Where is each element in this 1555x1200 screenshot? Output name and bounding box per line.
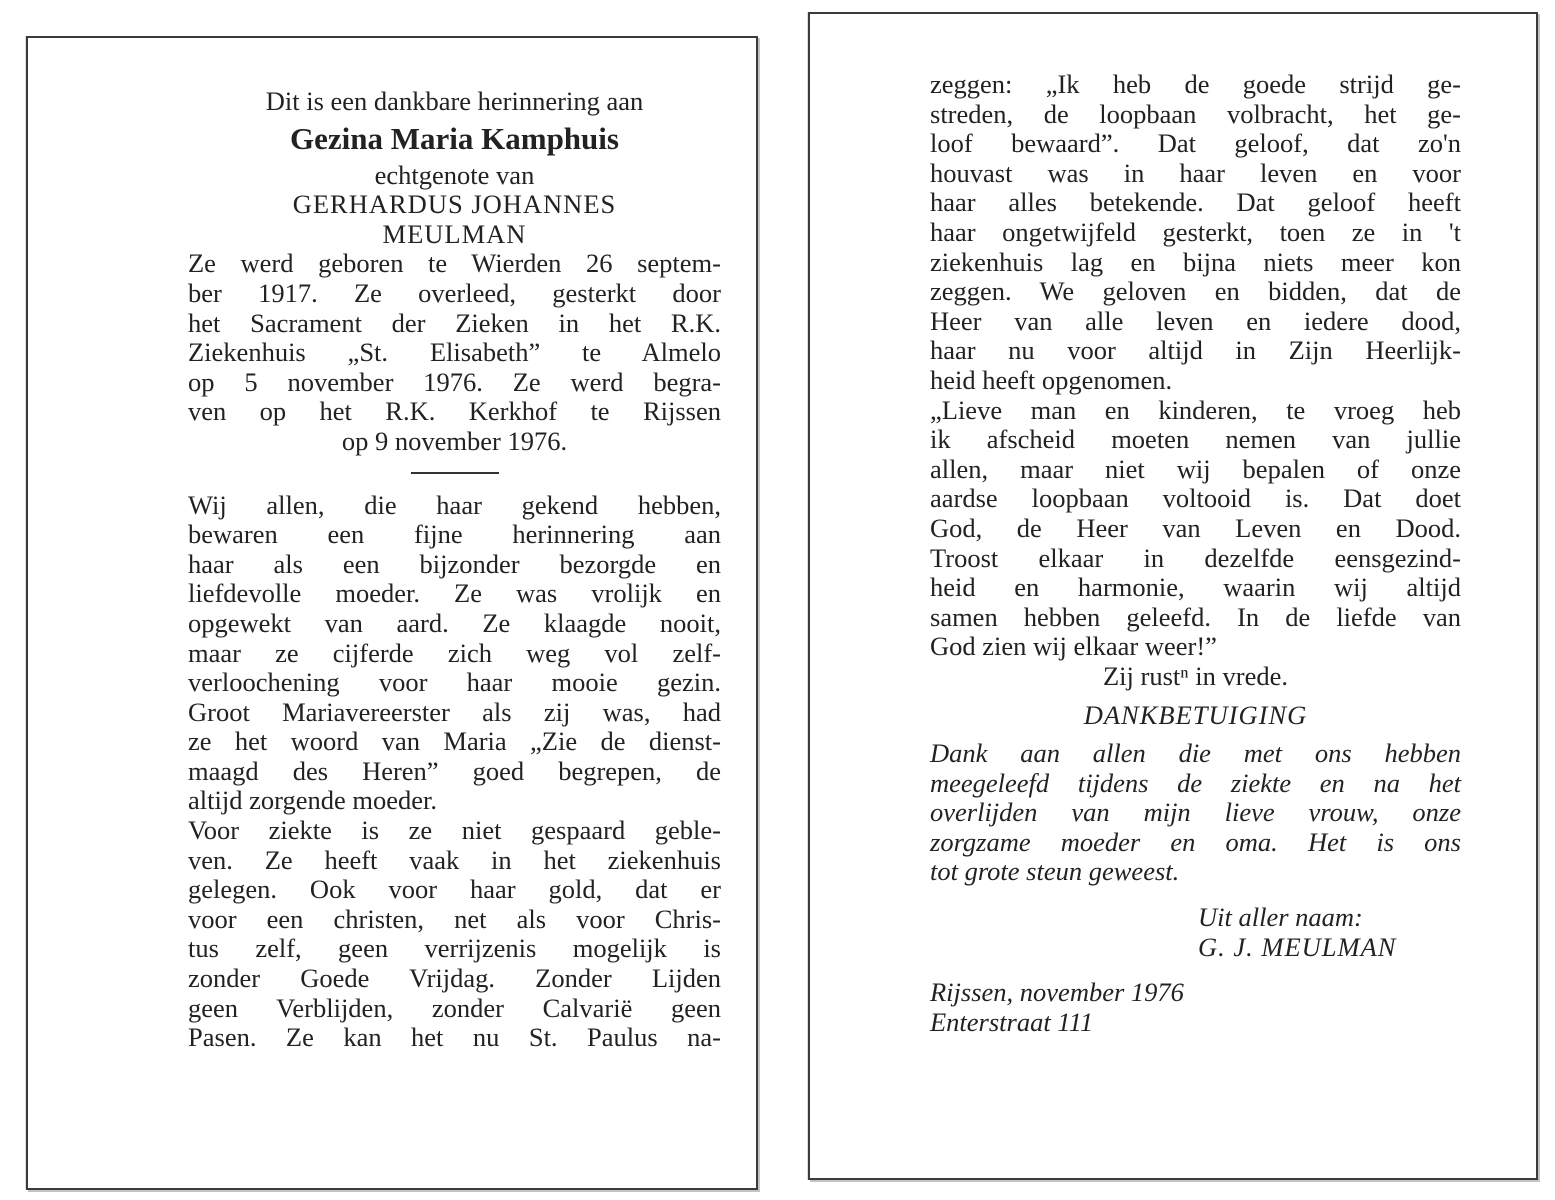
- text-line: ik afscheid moeten nemen van jullie: [930, 424, 1461, 455]
- text-line: God, de Heer van Leven en Dood.: [930, 512, 1461, 543]
- place-date: Rijssen, november 1976: [930, 977, 1184, 1008]
- deceased-name: Gezina Maria Kamphuis: [290, 120, 619, 156]
- text-line: God zien wij elkaar weer!”: [930, 631, 1217, 662]
- text-line: Wij allen, die haar gekend hebben,: [188, 489, 721, 520]
- memorial-card-right-page: [808, 12, 1538, 1180]
- text-line: Pasen. Ze kan het nu St. Paulus na-: [188, 1022, 721, 1053]
- text-line: haar alles betekende. Dat geloof heeft: [930, 187, 1461, 218]
- text-line: Heer van alle leven en iedere dood,: [930, 305, 1461, 336]
- text-line: Groot Mariavereerster als zij was, had: [188, 696, 721, 727]
- text-line: Dank aan allen die met ons hebben: [930, 738, 1461, 769]
- illness-paragraph: [188, 816, 721, 1053]
- text-line: verloochening voor haar mooie gezin.: [188, 667, 721, 698]
- text-line: op 9 november 1976.: [341, 425, 568, 456]
- text-line: tus zelf, geen verrijzenis mogelijk is: [188, 933, 721, 964]
- text-line: heid en harmonie, waarin wij altijd: [930, 572, 1461, 603]
- text-line: haar nu voor altijd in Zijn Heerlijk-: [930, 335, 1461, 366]
- place-date-block: [930, 978, 1461, 1037]
- text-line: gelegen. Ook voor haar gold, dat er: [188, 874, 721, 905]
- text-line: bewaren een fijne herinnering aan: [188, 519, 721, 550]
- intro-line: Dit is een dankbare herinnering aan: [265, 86, 644, 116]
- text-line: „Lieve man en kinderen, te vroeg heb: [930, 394, 1461, 425]
- text-line: geen Verblijden, zonder Calvarië geen: [188, 992, 721, 1023]
- left-page-text: [188, 87, 721, 1053]
- text-line: zonder Goede Vrijdag. Zonder Lijden: [188, 963, 721, 994]
- text-line: ven op het R.K. Kerkhof te Rijssen: [188, 396, 721, 427]
- tribute-paragraph: [188, 491, 721, 817]
- text-line: zeggen: „Ik heb de goede strijd ge-: [930, 69, 1461, 99]
- text-line: het Sacrament der Zieken in het R.K.: [188, 307, 721, 338]
- spouse-name-line-2: MEULMAN: [382, 218, 527, 249]
- farewell-quote-paragraph: [930, 396, 1461, 662]
- text-line: tot grote steun geweest.: [930, 856, 1180, 887]
- thanks-heading: DANKBETUIGING: [1083, 700, 1308, 731]
- faith-paragraph: [930, 70, 1461, 396]
- text-line: maagd des Heren” goed begrepen, de: [188, 755, 721, 786]
- text-line: haar ongetwijfeld gesterkt, toen ze in 't: [930, 216, 1461, 247]
- text-line: heid heeft opgenomen.: [930, 364, 1173, 395]
- text-line: Troost elkaar in dezelfde eensgezind-: [930, 542, 1461, 573]
- spouse-name-line-1: GERHARDUS JOHANNES: [292, 189, 617, 220]
- text-line: zorgzame moeder en oma. Het is ons: [930, 826, 1461, 857]
- text-line: ber 1917. Ze overleed, gesterkt door: [188, 277, 721, 308]
- text-line: Voor ziekte is ze niet gespaard geble-: [188, 815, 721, 846]
- right-page-text: [930, 70, 1461, 1037]
- text-line: overlijden van mijn lieve vrouw, onze: [930, 797, 1461, 828]
- signature-block: [930, 903, 1461, 962]
- text-line: aardse loopbaan voltooid is. Dat doet: [930, 483, 1461, 514]
- text-line: ze het woord van Maria „Zie de dienst-: [188, 726, 721, 757]
- text-line: opgewekt van aard. Ze klaagde nooit,: [188, 607, 721, 638]
- text-line: streden, de loopbaan volbracht, het ge-: [930, 98, 1461, 129]
- signature-name: G. J. MEULMAN: [1198, 931, 1397, 962]
- signature-intro: Uit aller naam:: [1198, 902, 1363, 933]
- text-line: ven. Ze heeft vaak in het ziekenhuis: [188, 844, 721, 875]
- text-line: houvast was in haar leven en voor: [930, 157, 1461, 188]
- text-line: altijd zorgende moeder.: [188, 785, 437, 816]
- text-line: op 5 november 1976. Ze werd begra-: [188, 366, 721, 397]
- biography-paragraph: [188, 249, 721, 456]
- text-line: liefdevolle moeder. Ze was vrolijk en: [188, 578, 721, 609]
- text-line: maar ze cijferde zich weg vol zelf-: [188, 637, 721, 668]
- text-line: voor een christen, net als voor Chris-: [188, 903, 721, 934]
- text-line: ziekenhuis lag en bijna niets meer kon: [930, 246, 1461, 277]
- memorial-card-left-page: [26, 36, 758, 1190]
- thanks-paragraph: [930, 739, 1461, 887]
- text-line: samen hebben geleefd. In de liefde van: [930, 601, 1461, 632]
- divider-rule: [411, 472, 499, 474]
- text-line: loof bewaard”. Dat geloof, dat zo'n: [930, 128, 1461, 159]
- spouse-intro: echtgenote van: [374, 159, 535, 190]
- text-line: Ze werd geboren te Wierden 26 septem-: [188, 248, 721, 279]
- rest-in-peace-line: Zij rustⁿ in vrede.: [1103, 660, 1288, 691]
- text-line: meegeleefd tijdens de ziekte en na het: [930, 767, 1461, 798]
- address: Enterstraat 111: [930, 1006, 1094, 1037]
- text-line: Ziekenhuis „St. Elisabeth” te Almelo: [188, 337, 721, 368]
- text-line: zeggen. We geloven en bidden, dat de: [930, 276, 1461, 307]
- text-line: allen, maar niet wij bepalen of onze: [930, 453, 1461, 484]
- text-line: haar als een bijzonder bezorgde en: [188, 548, 721, 579]
